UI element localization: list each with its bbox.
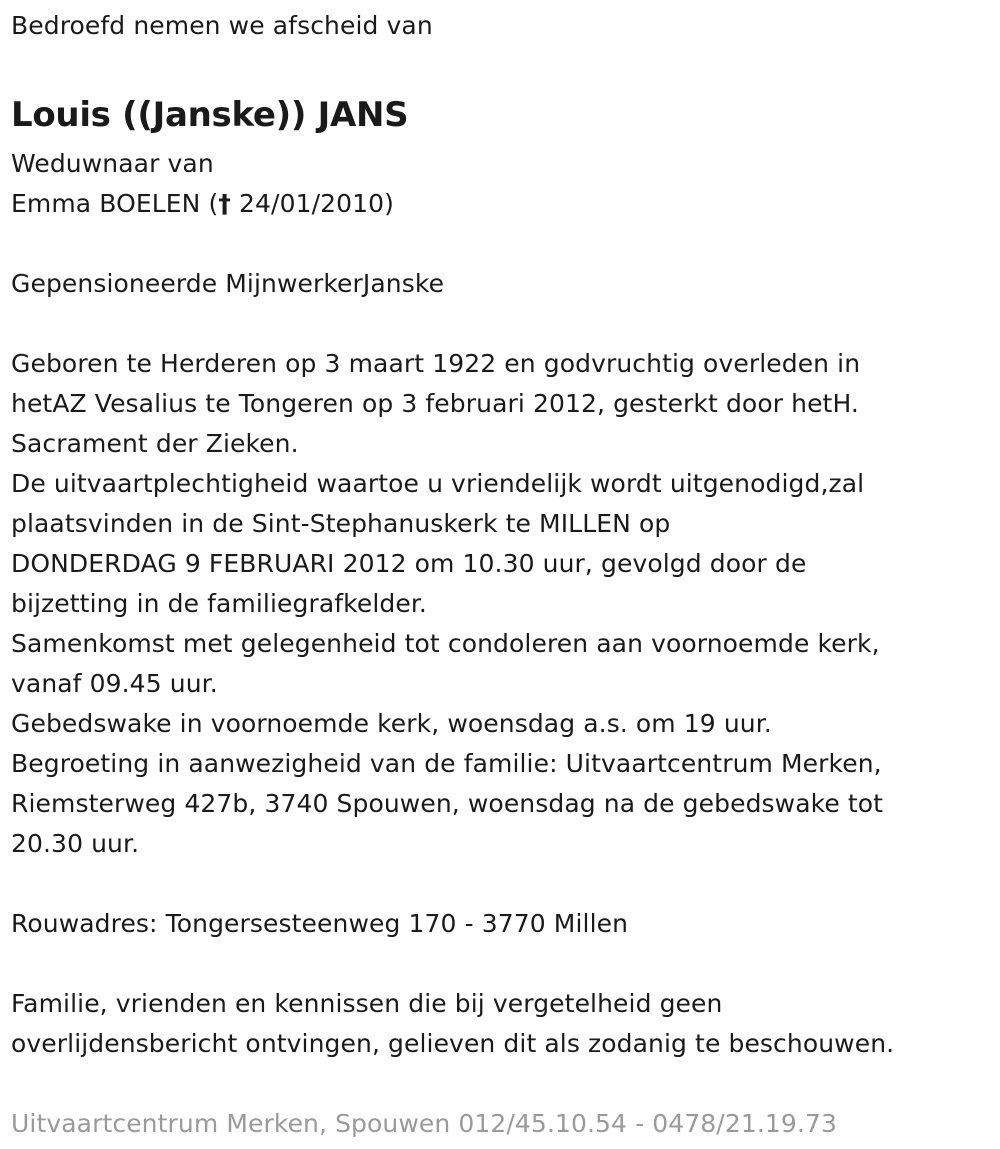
body-line: Gebedswake in voornoemde kerk, woensdag a.s. om 19 uur. <box>11 709 772 738</box>
funeral-home-footer: Uitvaartcentrum Merken, Spouwen 012/45.10.54 - 0478/21.19.73 <box>11 1109 837 1138</box>
spacer <box>11 304 1000 344</box>
spacer <box>11 864 1000 904</box>
notice-body <box>11 344 1000 864</box>
family-note-line: overlijdensbericht ontvingen, gelieven dit als zodanig te beschouwen. <box>11 1029 895 1058</box>
family-note-line: Familie, vrienden en kennissen die bij vergetelheid geen <box>11 989 723 1018</box>
body-line: Geboren te Herderen op 3 maart 1922 en godvruchtig overleden in <box>11 349 861 378</box>
body-line: Sacrament der Zieken. <box>11 429 299 458</box>
spouse-name: Emma BOELEN ( <box>11 189 219 218</box>
mourning-address: Rouwadres: Tongersesteenweg 170 - 3770 Millen <box>11 909 629 938</box>
cross-icon: † <box>218 189 231 218</box>
intro-text: Bedroefd nemen we afscheid van <box>11 11 433 40</box>
spacer <box>11 944 1000 984</box>
body-line: Riemsterweg 427b, 3740 Spouwen, woensdag na de gebedswake tot <box>11 789 884 818</box>
spacer <box>11 1064 1000 1104</box>
body-line: Samenkomst met gelegenheid tot condoleren aan voornoemde kerk, <box>11 629 880 658</box>
occupation: Gepensioneerde MijnwerkerJanske <box>11 269 445 298</box>
spouse-date: 24/01/2010) <box>231 189 394 218</box>
body-line: 20.30 uur. <box>11 829 140 858</box>
family-note <box>11 984 1000 1064</box>
body-line: vanaf 09.45 uur. <box>11 669 218 698</box>
spouse-line <box>11 184 1000 224</box>
body-line: De uitvaartplechtigheid waartoe u vriendelijk wordt uitgenodigd,zal <box>11 469 865 498</box>
deceased-name: Louis ((Janske)) JANS <box>11 95 409 135</box>
body-line: plaatsvinden in de Sint-Stephanuskerk te MILLEN op <box>11 509 671 538</box>
body-line: Begroeting in aanwezigheid van de familie: Uitvaartcentrum Merken, <box>11 749 882 778</box>
body-line: DONDERDAG 9 FEBRUARI 2012 om 10.30 uur, gevolgd door de <box>11 549 807 578</box>
body-line: hetAZ Vesalius te Tongeren op 3 februari 2012, gesterkt door hetH. <box>11 389 859 418</box>
body-line: bijzetting in de familiegrafkelder. <box>11 589 427 618</box>
spacer <box>11 224 1000 264</box>
widower-of-label: Weduwnaar van <box>11 149 214 178</box>
